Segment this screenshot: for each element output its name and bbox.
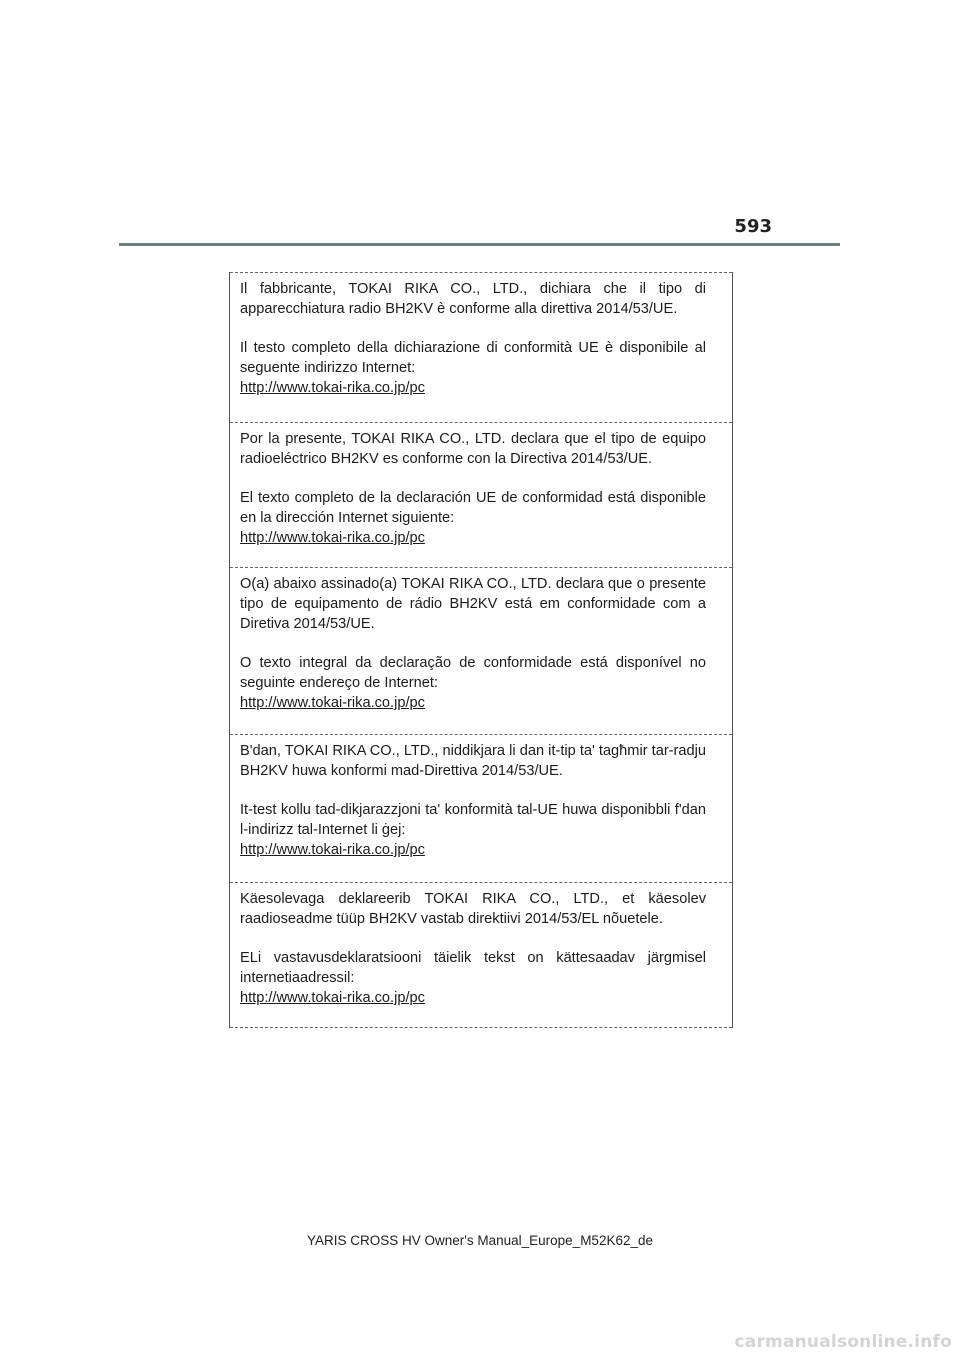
declaration-link[interactable]: http://www.tokai-rika.co.jp/pc — [240, 530, 425, 546]
declaration-section-maltese — [230, 734, 732, 882]
declaration-section-spanish — [230, 422, 732, 567]
declaration-section-estonian — [230, 882, 732, 1028]
header-rule — [119, 243, 840, 246]
declaration-link[interactable]: http://www.tokai-rika.co.jp/pc — [240, 842, 425, 858]
declaration-availability: O texto integral da declaração de conformidade está disponível no seguinte endereço de Internet: — [240, 655, 706, 691]
declaration-link[interactable]: http://www.tokai-rika.co.jp/pc — [240, 695, 425, 711]
declaration-availability: El texto completo de la declaración UE de conformidad está disponible en la dirección Internet siguiente: — [240, 490, 706, 526]
declaration-statement: B'dan, TOKAI RIKA CO., LTD., niddikjara li dan it-tip ta' tagħmir tar-radju BH2KV huwa konformi mad-Direttiva 2014/53/UE. — [240, 743, 706, 779]
declaration-section-portuguese — [230, 567, 732, 734]
declaration-link[interactable]: http://www.tokai-rika.co.jp/pc — [240, 380, 425, 396]
declaration-availability: Il testo completo della dichiarazione di conformità UE è disponibile al seguente indirizzo Internet: — [240, 340, 706, 376]
declaration-availability: It-test kollu tad-dikjarazzjoni ta' konformità tal-UE huwa disponibbli f'dan l-indirizz tal-Internet li ġej: — [240, 802, 706, 838]
declaration-link[interactable]: http://www.tokai-rika.co.jp/pc — [240, 990, 425, 1006]
footer-manual-id: YARIS CROSS HV Owner's Manual_Europe_M52K62_de — [307, 1233, 653, 1248]
declaration-statement: Por la presente, TOKAI RIKA CO., LTD. declara que el tipo de equipo radioeléctrico BH2KV es conforme con la Directiva 2014/53/UE. — [240, 431, 706, 467]
page-number: 593 — [734, 216, 772, 237]
declaration-section-italian — [230, 272, 732, 422]
declaration-statement: O(a) abaixo assinado(a) TOKAI RIKA CO., LTD. declara que o presente tipo de equipamento de rádio BH2KV está em conformidade com a Diretiva 2014/53/UE. — [240, 576, 706, 632]
declaration-availability: ELi vastavusdeklaratsiooni täielik tekst on kättesaadav järgmisel internetiaadressil: — [240, 950, 706, 986]
site-watermark: carmanualsonline.info — [734, 1332, 952, 1352]
declaration-statement: Il fabbricante, TOKAI RIKA CO., LTD., dichiara che il tipo di apparecchiatura radio BH2KV è conforme alla direttiva 2014/53/UE. — [240, 281, 706, 317]
declaration-box — [229, 272, 733, 1028]
declaration-statement: Käesolevaga deklareerib TOKAI RIKA CO., LTD., et käesolev raadioseadme tüüp BH2KV vastab direktiivi 2014/53/EL nõuetele. — [240, 891, 706, 927]
